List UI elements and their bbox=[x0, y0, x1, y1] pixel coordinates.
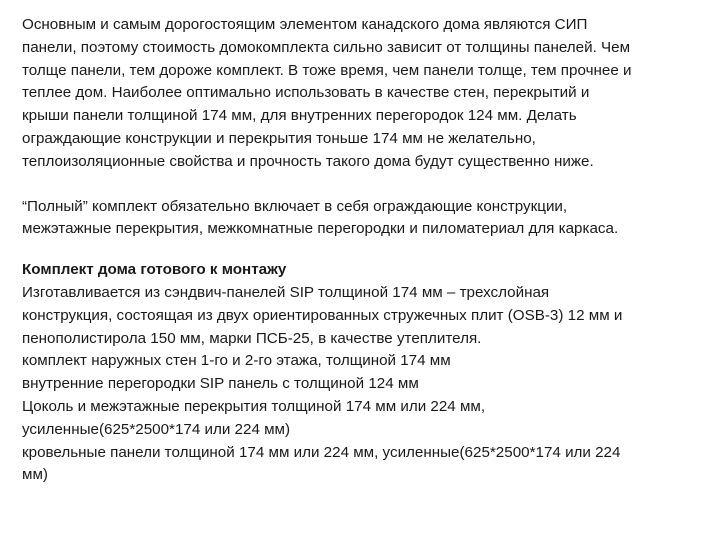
full-kit-paragraph bbox=[22, 196, 702, 242]
text-line: теплоизоляционные свойства и прочность такого дома будут существенно ниже. bbox=[22, 152, 594, 170]
text-line: Цоколь и межэтажные перекрытия толщиной 174 мм или 224 мм, bbox=[22, 397, 486, 415]
text-line: “Полный” комплект обязательно включает в себя ограждающие конструкции, bbox=[22, 197, 568, 215]
section-heading: Комплект дома готового к монтажу bbox=[22, 261, 287, 279]
text-line: межэтажные перекрытия, межкомнатные перегородки и пиломатериал для каркаса. bbox=[22, 220, 619, 238]
text-line: толще панели, тем дороже комплект. В тоже время, чем панели толще, тем прочнее и bbox=[22, 61, 632, 79]
document-page bbox=[22, 14, 702, 487]
text-line: крыши панели толщиной 174 мм, для внутренних перегородок 124 мм. Делать bbox=[22, 107, 577, 125]
text-line: Основным и самым дорогостоящим элементом канадского дома являются СИП bbox=[22, 16, 588, 33]
text-line: конструкция, состоящая из двух ориентированных стружечных плит (OSB-3) 12 мм и bbox=[22, 306, 623, 324]
text-line: комплект наружных стен 1-го и 2-го этажа, толщиной 174 мм bbox=[22, 352, 451, 370]
text-line: Изготавливается из сэндвич-панелей SIP толщиной 174 мм – трехслойная bbox=[22, 283, 550, 301]
text-line: ограждающие конструкции и перекрытия тоньше 174 мм не желательно, bbox=[22, 129, 536, 147]
text-line: панели, поэтому стоимость домокомплекта сильно зависит от толщины панелей. Чем bbox=[22, 38, 631, 56]
text-line: мм) bbox=[22, 466, 48, 484]
text-line: теплее дом. Наиболее оптимально использовать в качестве стен, перекрытий и bbox=[22, 84, 590, 102]
text-line: кровельные панели толщиной 174 мм или 224 мм, усиленные(625*2500*174 или 224 bbox=[22, 443, 621, 461]
text-line: усиленные(625*2500*174 или 224 мм) bbox=[22, 420, 291, 438]
intro-paragraph bbox=[22, 14, 702, 174]
text-line: пенополистирола 150 мм, марки ПСБ-25, в качестве утеплителя. bbox=[22, 329, 482, 347]
kit-section bbox=[22, 259, 702, 487]
text-line: внутренние перегородки SIP панель с толщиной 124 мм bbox=[22, 375, 419, 393]
